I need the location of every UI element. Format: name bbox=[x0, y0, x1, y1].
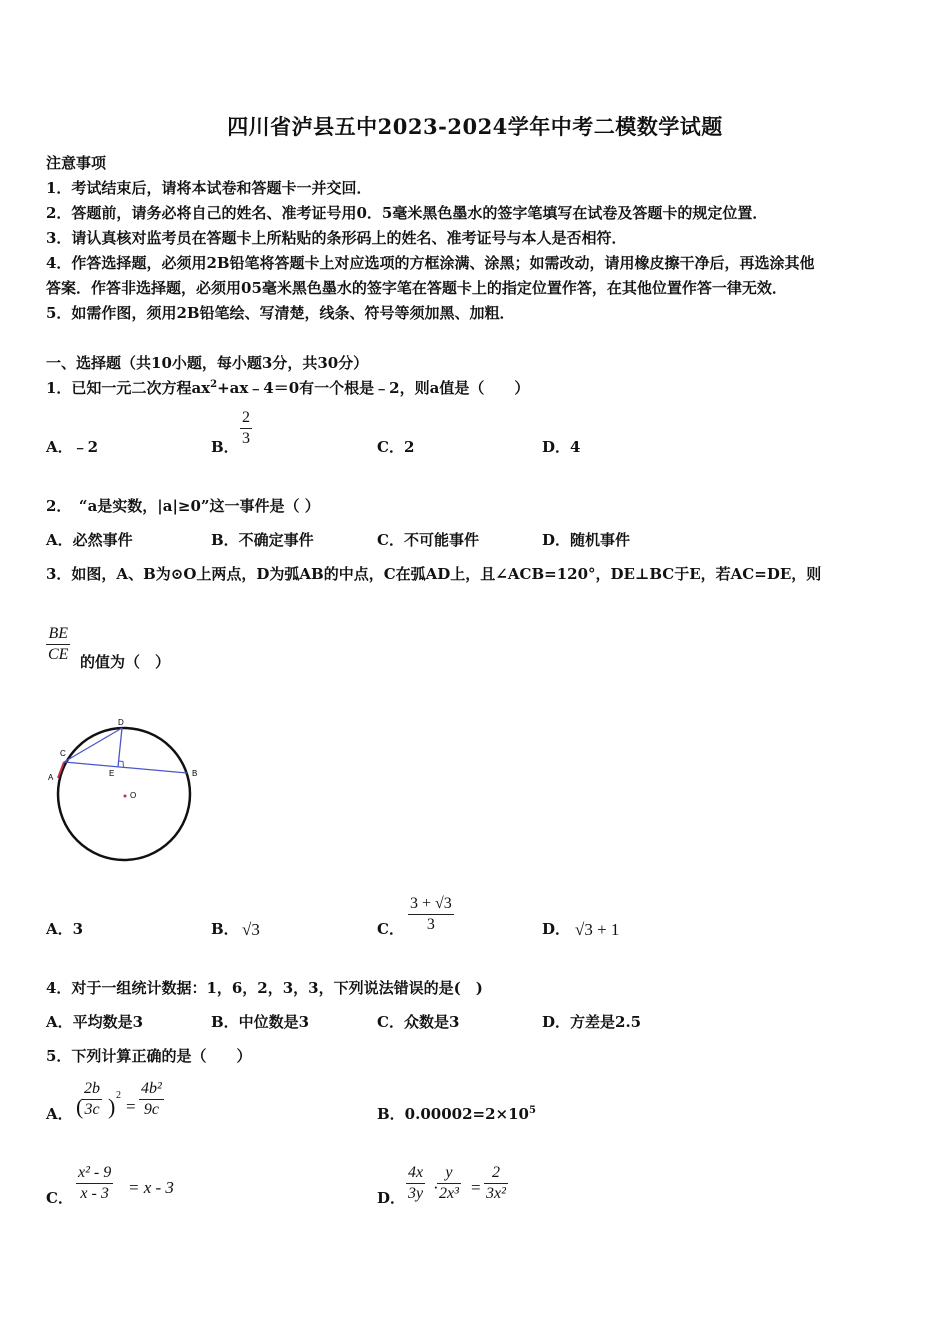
label-d: D bbox=[118, 718, 124, 727]
q3-stem-tail: 的值为（ ） bbox=[80, 653, 171, 671]
q1-option-a[interactable]: A．﹣2 bbox=[46, 438, 99, 456]
q5-option-d[interactable]: D． bbox=[377, 1189, 406, 1207]
q3-option-c[interactable]: C． bbox=[377, 920, 404, 938]
notice-item: 4．作答选择题，必须用2B铅笔将答题卡上对应选项的方框涂满、涂黑；如需改动，请用橡皮擦干净后，再选涂其他 bbox=[46, 254, 815, 272]
center-point bbox=[124, 795, 127, 798]
q2-option-c[interactable]: C．不可能事件 bbox=[377, 531, 479, 549]
question-2-stem: 2． “a是实数，|a|≥0”这一事件是（ ） bbox=[46, 497, 320, 515]
label-a: A bbox=[48, 773, 54, 782]
q4-option-c[interactable]: C．众数是3 bbox=[377, 1013, 460, 1031]
q3-fraction: BE CE bbox=[48, 625, 69, 663]
question-3-stem: 3．如图，A、B为⊙O上两点，D为弧AB的中点，C在弧AD上，且∠ACB=120°，DE⊥BC于E，若AC=DE，则 bbox=[46, 565, 822, 583]
circle-figure bbox=[44, 710, 214, 870]
q5-option-c-fraction: x² - 9 x - 3 bbox=[78, 1164, 112, 1202]
q5-option-a-fraction: 2b 3c bbox=[84, 1080, 100, 1118]
q4-option-d[interactable]: D．方差是2.5 bbox=[542, 1013, 642, 1031]
q2-option-a[interactable]: A．必然事件 bbox=[46, 531, 133, 549]
section-heading: 一、选择题（共10小题，每小题3分，共30分） bbox=[46, 354, 369, 372]
q5-a-equals: = bbox=[126, 1097, 136, 1116]
notice-item: 3．请认真核对监考员在答题卡上所粘贴的条形码上的姓名、准考证号与本人是否相符． bbox=[46, 229, 627, 247]
page-title: 四川省泸县五中2023-2024学年中考二模数学试题 bbox=[227, 114, 723, 139]
question-5-stem: 5．下列计算正确的是（ ） bbox=[46, 1047, 252, 1065]
q5-option-a[interactable]: A． bbox=[46, 1105, 73, 1123]
q5-option-d-rhs: 2 3x² bbox=[486, 1164, 506, 1202]
q3-option-a[interactable]: A．3 bbox=[46, 920, 84, 938]
q5-option-c[interactable]: C． bbox=[46, 1189, 73, 1207]
label-b: B bbox=[192, 769, 198, 778]
q5-option-a-rhs: 4b² 9c bbox=[141, 1080, 162, 1118]
q3-option-d-value: √3 + 1 bbox=[575, 920, 620, 939]
q3-option-b[interactable]: B． bbox=[211, 920, 239, 938]
q1-option-d[interactable]: D．4 bbox=[542, 438, 581, 456]
notice-item: 答案．作答非选择题，必须用05毫米黑色墨水的签字笔在答题卡上的指定位置作答，在其他位置作答一律无效． bbox=[46, 279, 787, 297]
notice-heading: 注意事项 bbox=[46, 154, 107, 172]
q5-a-close-paren: ) bbox=[108, 1094, 116, 1119]
chord-cb bbox=[64, 762, 187, 773]
circle-o bbox=[58, 728, 190, 860]
label-o: O bbox=[130, 791, 137, 800]
question-1-stem: 1．已知一元二次方程$ax^2+ax﹣4=0$有一个根是﹣2，则a值是（ ） bbox=[46, 379, 530, 397]
chord-cd bbox=[64, 728, 122, 762]
q5-option-b[interactable]: B．$0.00002=2\times 10^5$ bbox=[377, 1105, 536, 1123]
q5-d-dot: · bbox=[433, 1178, 439, 1197]
q1-option-b[interactable]: B． bbox=[211, 438, 239, 456]
label-c: C bbox=[60, 749, 66, 758]
q2-option-b[interactable]: B．不确定事件 bbox=[211, 531, 314, 549]
notice-item: 5．如需作图，须用2B铅笔绘、写清楚，线条、符号等须加黑、加粗． bbox=[46, 304, 515, 322]
q5-option-d-fraction-1: 4x 3y bbox=[408, 1164, 424, 1202]
q5-option-d-fraction-2: y 2x³ bbox=[439, 1164, 459, 1202]
question-4-stem: 4．对于一组统计数据：1，6，2，3，3，下列说法错误的是( ) bbox=[46, 979, 483, 997]
q5-d-equals: = bbox=[471, 1178, 481, 1197]
q5-option-c-rhs: = x - 3 bbox=[128, 1178, 174, 1197]
label-e: E bbox=[109, 769, 115, 778]
q5-a-open-paren: ( bbox=[76, 1094, 84, 1119]
notice-item: 1．考试结束后，请将本试卷和答题卡一并交回． bbox=[46, 179, 372, 197]
q3-option-b-value: √3 bbox=[242, 920, 260, 939]
q1-option-c[interactable]: C．2 bbox=[377, 438, 415, 456]
q5-a-exponent: 2 bbox=[116, 1090, 121, 1101]
q3-option-c-fraction: 3 + √3 3 bbox=[410, 895, 452, 933]
q3-option-d[interactable]: D． bbox=[542, 920, 571, 938]
notice-item: 2．答题前，请务必将自己的姓名、准考证号用0．5毫米黑色墨水的签字笔填写在试卷及答题卡的规定位置． bbox=[46, 204, 768, 222]
q4-option-b[interactable]: B．中位数是3 bbox=[211, 1013, 310, 1031]
q2-option-d[interactable]: D．随机事件 bbox=[542, 531, 631, 549]
q4-option-a[interactable]: A．平均数是3 bbox=[46, 1013, 144, 1031]
q1-option-b-fraction: 2 3 bbox=[242, 409, 250, 447]
